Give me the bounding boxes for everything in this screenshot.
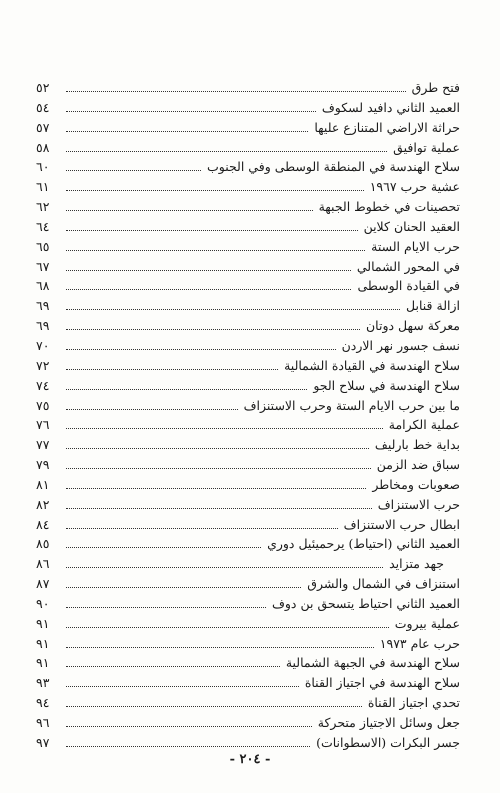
toc-entry-page-number: ٨٧: [36, 576, 50, 592]
toc-entry-page-number: ٧٦: [36, 417, 50, 433]
toc-entry-title: حرب الاستنزاف: [377, 496, 460, 512]
dot-leader: [66, 528, 338, 529]
toc-entry-page-number: ٩١: [36, 635, 50, 651]
toc-entry-title: سلاح الهندسة في المنطقة الوسطى وفي الجنوب: [206, 159, 460, 175]
dot-leader: [66, 726, 312, 727]
toc-entry-page-number: ٨٥: [36, 536, 50, 552]
toc-entry-title: ازالة قنابل: [406, 298, 460, 314]
dot-leader: [66, 190, 364, 191]
toc-entry-page-number: ٦٤: [36, 218, 50, 234]
toc-entry-title: جعل وسائل الاجتياز متحركة: [317, 715, 460, 730]
dot-leader: [66, 349, 336, 350]
toc-entry-title: سلاح الهندسة في سلاح الجو: [313, 377, 460, 393]
toc-entry-title: العميد الثاني دافيد لسكوف: [321, 99, 460, 115]
dot-leader: [66, 666, 280, 667]
toc-entry[interactable]: [36, 396, 460, 416]
toc-entry-title: حرب عام ١٩٧٣: [379, 635, 460, 651]
dot-leader: [66, 508, 372, 509]
toc-entry-title: عملية توافيق: [393, 139, 460, 155]
toc-entry[interactable]: [36, 435, 460, 455]
toc-entry[interactable]: [36, 98, 460, 118]
toc-entry[interactable]: [36, 217, 460, 237]
toc-entry-title: ما بين حرب الايام الستة وحرب الاستنزاف: [243, 397, 460, 413]
dot-leader: [66, 111, 316, 112]
toc-entry[interactable]: [36, 574, 460, 594]
toc-entry-title: صعوبات ومخاطر: [372, 476, 460, 492]
toc-entry-title: سلاح الهندسة في اجتياز القناة: [304, 675, 460, 691]
toc-entry-title: في المحور الشمالي: [356, 258, 460, 274]
toc-entry-page-number: ٨١: [36, 476, 50, 492]
dot-leader: [66, 547, 261, 548]
dot-leader: [66, 468, 371, 469]
toc-entry-page-number: ٥٤: [36, 99, 50, 115]
toc-entry[interactable]: [36, 118, 460, 138]
dot-leader: [66, 309, 400, 310]
toc-entry-page-number: ٩٠: [36, 595, 50, 611]
toc-entry[interactable]: [36, 455, 460, 475]
toc-entry[interactable]: [36, 157, 460, 177]
dot-leader: [66, 151, 387, 152]
dot-leader: [66, 230, 358, 231]
toc-entry-page-number: ٥٧: [36, 119, 50, 135]
dot-leader: [66, 289, 351, 290]
toc-entry-page-number: ٦٠: [36, 159, 50, 175]
dot-leader: [66, 270, 351, 271]
toc-entry-title: جهد متزايد: [389, 556, 444, 572]
toc-entry[interactable]: [36, 78, 460, 98]
toc-entry-title: عشية حرب ١٩٦٧: [369, 179, 460, 195]
toc-entry-page-number: ٦٨: [36, 278, 50, 294]
dot-leader: [66, 250, 365, 251]
toc-entry[interactable]: [36, 316, 460, 336]
toc-entry[interactable]: [36, 296, 460, 316]
toc-entry-page-number: ٧٢: [36, 357, 50, 373]
toc-entry[interactable]: [36, 197, 460, 217]
dot-leader: [66, 210, 313, 211]
toc-entry-page-number: ٨٢: [36, 496, 50, 512]
toc-entry[interactable]: [36, 475, 460, 495]
toc-entry[interactable]: [36, 276, 460, 296]
toc-entry[interactable]: [36, 653, 460, 673]
toc-entry-page-number: ٦٩: [36, 298, 50, 314]
dot-leader: [66, 131, 308, 132]
toc-entry-title: فتح طرق: [411, 80, 460, 95]
toc-entry-title: العميد الثاني احتياط يتسحق بن دوف: [271, 595, 460, 611]
toc-entry-page-number: ٩٦: [36, 715, 50, 730]
toc-entry-page-number: ٧٠: [36, 337, 50, 353]
page-folio: - ٢٠٤ -: [229, 752, 271, 767]
toc-entry-title: حراثة الاراضي المتنازع عليها: [314, 119, 460, 135]
toc-entry[interactable]: [36, 177, 460, 197]
toc-entry[interactable]: [36, 733, 460, 753]
toc-entry-title: جسر البكرات (الاسطوانات): [316, 734, 460, 750]
dot-leader: [66, 170, 201, 171]
dot-leader: [66, 91, 406, 92]
dot-leader: [66, 389, 307, 390]
dot-leader: [66, 428, 383, 429]
dot-leader: [66, 706, 362, 707]
toc-entry-title: حرب الايام الستة: [371, 238, 460, 254]
toc-entry[interactable]: [36, 237, 460, 257]
toc-entry-page-number: ٩١: [36, 615, 50, 631]
toc-entry-page-number: ٩٧: [36, 734, 50, 750]
toc-entry-title: سباق ضد الزمن: [376, 457, 460, 473]
toc-entry[interactable]: [36, 336, 460, 356]
toc-entry-title: سلاح الهندسة في الجبهة الشمالية: [285, 655, 460, 671]
toc-entry[interactable]: [36, 534, 460, 554]
dot-leader: [66, 746, 310, 747]
toc-entry-page-number: ٦٢: [36, 199, 50, 215]
toc-entry[interactable]: [36, 257, 460, 277]
toc-entry-title: العميد الثاني (احتياط) يرحميئيل دوري: [267, 536, 460, 552]
dot-leader: [66, 647, 374, 648]
toc-entry-page-number: ٨٤: [36, 516, 50, 532]
toc-entry-title: العقيد الحنان كلاين: [363, 218, 460, 234]
dot-leader: [66, 607, 266, 608]
toc-entry-title: ابطال حرب الاستنزاف: [343, 516, 460, 532]
toc-entry-page-number: ٥٨: [36, 139, 50, 155]
toc-entry[interactable]: [36, 594, 460, 614]
toc-entry[interactable]: [36, 376, 460, 396]
toc-entry[interactable]: [36, 693, 460, 713]
toc-entry-page-number: ٧٥: [36, 397, 50, 413]
toc-entry-page-number: ٧٩: [36, 457, 50, 473]
toc-entry-title: تحدي اجتياز القناة: [367, 695, 460, 711]
dot-leader: [66, 448, 369, 449]
toc-entry[interactable]: [36, 356, 460, 376]
dot-leader: [66, 488, 366, 489]
toc-entry[interactable]: [36, 138, 460, 158]
toc-entry-title: تحصينات في خطوط الجبهة: [318, 199, 460, 215]
toc-entry-page-number: ٩١: [36, 655, 50, 671]
toc-entry-title: استنزاف في الشمال والشرق: [307, 576, 460, 592]
toc-entry-page-number: ٦٧: [36, 258, 50, 274]
toc-entry[interactable]: [36, 415, 460, 435]
table-of-contents: [36, 78, 460, 753]
dot-leader: [66, 409, 238, 410]
toc-entry-title: معركة سهل دوتان: [366, 318, 460, 334]
toc-entry[interactable]: [36, 554, 460, 574]
toc-entry-page-number: ٦٩: [36, 318, 50, 334]
toc-entry[interactable]: [36, 673, 460, 693]
toc-entry[interactable]: [36, 495, 460, 515]
toc-entry-page-number: ٩٣: [36, 675, 50, 691]
dot-leader: [66, 587, 301, 588]
toc-entry-title: عملية بيروت: [394, 615, 460, 631]
dot-leader: [66, 686, 299, 687]
toc-entry[interactable]: [36, 713, 460, 733]
toc-entry-page-number: ٩٤: [36, 695, 50, 711]
toc-entry-page-number: ٧٧: [36, 437, 50, 453]
toc-entry-page-number: ٥٢: [36, 80, 50, 95]
toc-entry-page-number: ٧٤: [36, 377, 50, 393]
toc-entry-title: نسف جسور نهر الاردن: [341, 337, 460, 353]
toc-entry-title: سلاح الهندسة في القيادة الشمالية: [284, 357, 460, 373]
toc-entry-title: في القيادة الوسطى: [357, 278, 460, 294]
toc-entry-title: بداية خط بارليف: [374, 437, 460, 453]
toc-entry[interactable]: [36, 515, 460, 535]
toc-entry-page-number: ٨٦: [36, 556, 50, 572]
toc-entry-page-number: ٦٥: [36, 238, 50, 254]
dot-leader: [66, 369, 278, 370]
dot-leader: [66, 627, 389, 628]
toc-entry[interactable]: [36, 614, 460, 634]
toc-entry-title: عملية الكرامة: [388, 417, 460, 433]
dot-leader: [66, 329, 360, 330]
toc-entry-page-number: ٦١: [36, 179, 50, 195]
dot-leader: [66, 567, 383, 568]
toc-entry[interactable]: [36, 634, 460, 654]
